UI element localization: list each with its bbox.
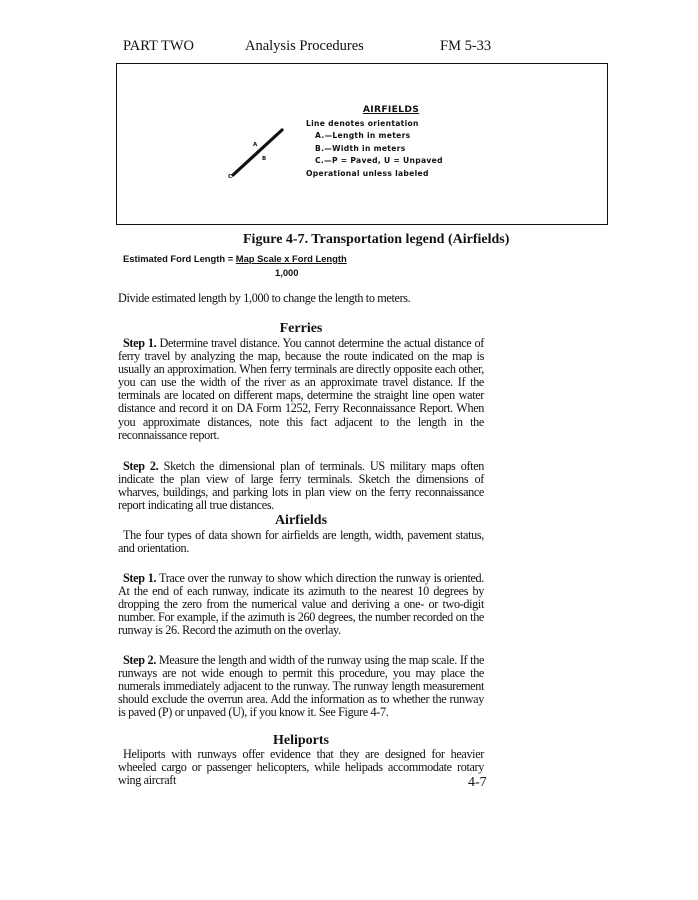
header-manual: FM 5-33 xyxy=(440,38,492,54)
runway-label-b: B xyxy=(262,156,267,162)
paragraph-ferries-step1 xyxy=(118,337,484,442)
step-text: Trace over the runway to show which direction the runway is oriented. At the end of each runway, indicate its azimuth to the nearest 10 degrees by dropping the zero from the numerical value and deriving a one- or two-digit number. For example, if the azimuth is 260 degrees, the number recorded on the runway is 26. Record the azimuth on the overlay. xyxy=(118,571,484,638)
heading-airfields: Airfields xyxy=(274,513,328,528)
runway-symbol-icon xyxy=(222,124,292,182)
step-text: Measure the length and width of the runway using the map scale. If the runways are not wide enough to permit this procedure, you may place the numerals immediately adjacent to the runway. The runway length measurement should exclude the overrun area. Add the information as to whether the runway is paved (P) or unpaved (U), if you know it. See Figure 4-7. xyxy=(118,653,484,720)
legend-title: AIRFIELDS xyxy=(362,104,420,115)
heading-heliports: Heliports xyxy=(273,733,329,748)
formula xyxy=(123,253,347,264)
paragraph-divide: Divide estimated length by 1,000 to change the length to meters. xyxy=(118,291,411,305)
runway-label-a: A xyxy=(253,142,258,148)
step-text: Sketch the dimensional plan of terminals. US military maps often indicate the plan view of large ferry terminals. Sketch the dimensions of wharves, buildings, and parking lots in plan view on the ferry reconnaissance report indicating all true distances. xyxy=(118,459,485,513)
paragraph-airfields-step1 xyxy=(118,572,484,637)
legend-line: C.—P = Paved, U = Unpaved xyxy=(315,156,443,166)
runway-label-c: C xyxy=(228,174,233,180)
legend-line: Line denotes orientation xyxy=(306,118,419,128)
step-text: Determine travel distance. You cannot determine the actual distance of ferry travel by analyzing the map, because the route indicated on the map is usually an approximation. When ferry terminals are directly opposite each other, you can use the width of the river as an approximate travel distance. If the terminals are located on different maps, determine the straight line open water distance and record it on DA Form 1252, Ferry Reconnaissance Report. When you approximate distances, note this fact adjacent to the length in the reconnaissance report. xyxy=(118,336,484,442)
paragraph-airfields-intro: The four types of data shown for airfields are length, width, pavement status, and orientation. xyxy=(118,528,484,556)
runway-line xyxy=(233,130,282,175)
legend-line: A.—Length in meters xyxy=(315,131,411,141)
step-label: Step 1. xyxy=(123,336,157,350)
step-label: Step 1. xyxy=(123,571,157,585)
heading-ferries: Ferries xyxy=(279,321,323,336)
formula-numerator: Map Scale x Ford Length xyxy=(235,253,347,264)
paragraph-airfields-step2 xyxy=(118,654,484,719)
legend-line: B.—Width in meters xyxy=(315,143,406,153)
formula-denominator: 1,000 xyxy=(275,267,299,278)
paragraph-ferries-step2 xyxy=(118,460,484,512)
legend-line: Operational unless labeled xyxy=(306,168,429,178)
legend-text xyxy=(306,104,476,181)
step-label: Step 2. xyxy=(123,459,159,473)
step-label: Step 2. xyxy=(123,653,156,667)
page-number: 4-7 xyxy=(468,775,487,790)
formula-lhs: Estimated Ford Length = xyxy=(123,253,236,264)
header-part: PART TWO xyxy=(123,38,194,54)
figure-caption: Figure 4-7. Transportation legend (Airfields) xyxy=(243,232,510,247)
paragraph-heliports: Heliports with runways offer evidence that they are designed for heavier wheeled cargo or passenger helicopters, while helipads accommodate rotary wing aircraft xyxy=(118,747,484,788)
header-section: Analysis Procedures xyxy=(245,38,364,54)
